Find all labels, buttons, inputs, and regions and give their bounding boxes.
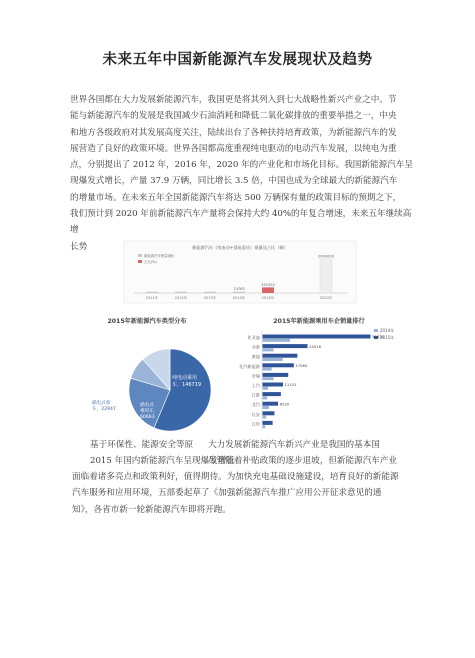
bar-2014 [263, 348, 274, 351]
bar-2014 [263, 377, 274, 380]
company-label: 比亚迪 [247, 335, 260, 340]
x-tick-label: 2014年 [232, 296, 246, 300]
legend-label-sales: 新能源汽车销量(辆) [144, 254, 174, 258]
bar-2014 [263, 416, 267, 419]
company-label: 康迪 [251, 354, 260, 360]
x-tick-label: 2013年 [203, 296, 217, 300]
data-label: 2000000 [317, 254, 335, 259]
bar-2015 [263, 383, 283, 387]
bar-2014 [263, 339, 291, 342]
company-ranking-bar-chart [228, 312, 410, 434]
data-label: 331092 [261, 282, 275, 287]
bar [204, 292, 216, 293]
data-label: 58834 [372, 334, 385, 340]
chart-title: 2015年新能源汽车类型分布 [107, 318, 187, 325]
left-column-text [90, 437, 235, 470]
bar-2015 [263, 392, 281, 396]
intro-line: 能与新能源汽车的发展是我国减少石油消耗和降低二氧化碳排放的重要举措之一，中央 [70, 111, 397, 122]
x-tick-label: 2020年 [319, 296, 333, 300]
bar [320, 259, 332, 293]
text-line: 大力发展新能源汽车新兴产业是我国的基本国 [208, 440, 380, 450]
legend-swatch-2014 [374, 329, 378, 332]
bar [146, 292, 158, 293]
text-line: 汽车服务和应用环境，五部委起草了《加强新能源汽车推广应用公开征求意见的通 [72, 488, 382, 499]
intro-line: 现爆发式增长，产量 37.9 万辆，同比增长 3.5 倍，中国也成为全球最大的新能源汽车 [70, 176, 398, 187]
legend-label-2015: 2015年 [380, 335, 395, 340]
data-label: 8520 [279, 401, 290, 407]
bar-2015 [263, 373, 289, 377]
company-label: 江淮 [251, 392, 260, 398]
bar-2015 [263, 421, 273, 425]
bar-2014 [263, 358, 283, 361]
intro-line: 展营造了良好的政策环境。世界各国都高度重视纯电驱动的电动汽车发展，以纯电为重 [70, 143, 397, 154]
bar-2015 [263, 402, 279, 406]
legend-label-2014: 2014年 [380, 328, 395, 333]
bar-2015 [263, 411, 275, 415]
company-label: 长安 [251, 411, 260, 417]
intro-line: 世界各国都在大力发展新能源汽车，我国更是将其列入到七大战略性新兴产业之中。节 [70, 95, 397, 105]
intro-line: 增 [70, 225, 79, 236]
bar-2014 [263, 387, 269, 390]
company-label: 江铃 [251, 421, 260, 427]
sales-bar-chart [124, 241, 356, 303]
data-label: 17060 [295, 363, 308, 368]
legend-swatch-sales [138, 254, 142, 257]
intro-paragraph [70, 92, 412, 255]
slice-label-phev: 乘用车， [140, 409, 159, 414]
bar-2014 [263, 368, 272, 371]
intro-line: 我们预计到 2020 年前新能源汽车产量将会保持大约 40%的年复合增速，未来五年继续高 [70, 209, 412, 220]
x-tick-label: 2012年 [174, 296, 188, 300]
legend-label-share: 占比(%) [144, 260, 157, 264]
legend-swatch-share [138, 260, 142, 263]
intro-line: 点，分别提出了 2012 年，2016 年，2020 年的产业化和市场化目标。我国新能源汽车呈 [70, 160, 413, 171]
text-line: 知》，各省市新一轮新能源汽车即将开跑。 [72, 504, 231, 515]
text-line: 基于环保性、能源安全等原 [90, 440, 194, 450]
slice-label-bev: 车，146719 [172, 382, 202, 388]
text-line: 面临着诸多亮点和政策利好，值得期待。为加快充电基础设施建设，培育良好的新能源 [72, 472, 399, 482]
vehicle-type-pie-chart [74, 312, 220, 434]
chart-title: 2015年新能源乘用车企销量排行 [273, 318, 365, 325]
intro-line: 的增量市场。在未来五年全国新能源汽车将达 500 万辆保有量的政策目标的预期之下， [70, 192, 402, 203]
slice-label-bus: 车，22947 [92, 407, 116, 412]
x-tick-label: 2015年 [261, 296, 275, 300]
chart-title: 新能源汽车（纯电动+插电混动）销量及占比（辆） [192, 245, 288, 250]
x-tick-label: 2011年 [145, 296, 159, 300]
bar-2015 [263, 344, 308, 348]
text-line: 尽管随着补贴政策的逐步退坡，但新能源汽车产业 [208, 456, 398, 467]
document-title: 未来五年中国新能源汽车发展现状及趋势 [102, 52, 373, 68]
data-label: 11151 [284, 382, 297, 388]
bar-2015 [263, 354, 298, 358]
bar-2014 [263, 396, 268, 399]
bar [262, 287, 274, 293]
intro-line: 和地方各级政府对其发展高度关注，陆续出台了各种扶持培育政策，为新能源汽车的发 [70, 127, 397, 138]
bar [175, 292, 187, 293]
bar-2014 [263, 406, 269, 409]
bar-2015 [263, 335, 371, 339]
slice-label-phev: 插电式 [140, 403, 154, 408]
bar-2015 [263, 363, 294, 367]
slice-label-bev: 纯电动乘用 [172, 375, 198, 381]
company-label: 北汽 [251, 402, 260, 408]
bar [233, 292, 245, 293]
company-label: 北汽新能源 [239, 363, 260, 369]
intro-line: 长势 [70, 241, 88, 252]
company-label: 上汽 [251, 383, 260, 388]
right-column-text [208, 437, 413, 470]
slice-label-phev: 60663 [140, 415, 155, 420]
company-label: 奇瑞 [251, 373, 260, 379]
bar-2014 [263, 425, 266, 428]
data-label: 24516 [309, 343, 322, 349]
slice-label-bus: 插电式客 [92, 401, 111, 406]
data-label: 74763 [233, 287, 245, 292]
text-line: 2015 年国内新能源汽车呈现爆发增长 [90, 456, 235, 467]
closing-paragraph [72, 469, 414, 518]
company-label: 众泰 [251, 344, 260, 350]
